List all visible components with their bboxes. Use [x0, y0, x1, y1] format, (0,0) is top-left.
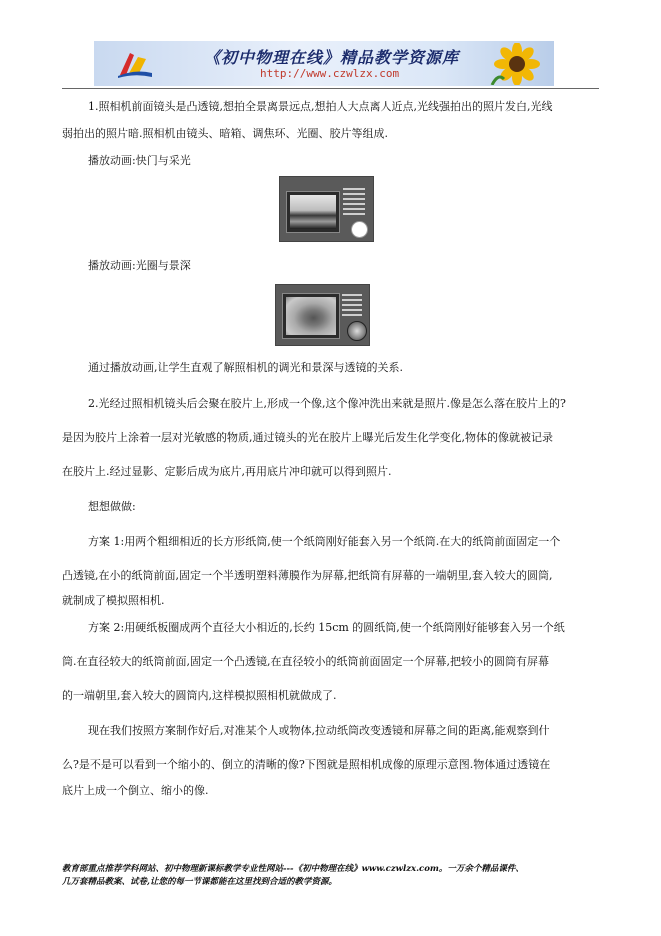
page-footer	[62, 863, 602, 889]
header-banner	[94, 41, 554, 86]
site-url[interactable]: http://www.czwlzx.com	[260, 67, 400, 80]
aperture-photo-frame	[282, 293, 340, 339]
paragraph-2: 通过播放动画,让学生直观了解照相机的调光和景深与透镜的关系.	[88, 361, 403, 374]
scheme-1-line-2: 凸透镜,在小的纸筒前面,固定一个半透明塑料薄膜作为屏幕,把纸筒有屏幕的一端朝里,套入较大的圆筒,	[62, 569, 553, 582]
site-logo-icon	[116, 49, 154, 79]
site-title: 《初中物理在线》精品教学资源库	[204, 48, 460, 67]
animation-2-label: 播放动画:光圈与景深	[88, 259, 191, 272]
paragraph-4-line-3: 底片上成一个倒立、缩小的像.	[62, 784, 209, 797]
scheme-1-line-1: 方案 1:用两个粗细相近的长方形纸筒,使一个纸筒刚好能套入另一个纸筒.在大的纸筒前面固定一个	[88, 535, 561, 548]
scheme-2-line-2: 筒.在直径较大的纸筒前面,固定一个凸透镜,在直径较小的纸筒前面固定一个屏幕,把较小的圆筒有屏幕	[62, 655, 549, 668]
footer-line-1: 教育部重点推荐学科网站、初中物理新课标教学专业性网站---《初中物理在线》www.czwlzx.com。一万余个精品课件、	[62, 864, 524, 874]
scheme-2-line-1: 方案 2:用硬纸板圈成两个直径大小相近的,长约 15cm 的圆纸筒,使一个纸筒刚好能够套入另一个纸	[88, 621, 565, 634]
paragraph-4-line-1: 现在我们按照方案制作好后,对准某个人或物体,拉动纸筒改变透镜和屏幕之间的距离,能观察到什	[88, 724, 550, 737]
paragraph-4-line-2: 么?是不是可以看到一个缩小的、倒立的清晰的像?下图就是照相机成像的原理示意图.物体通过透镜在	[62, 758, 551, 771]
animation-aperture-thumbnail[interactable]	[275, 284, 370, 346]
shutter-photo-frame	[286, 191, 340, 233]
header-divider	[62, 88, 599, 89]
animal-photo	[286, 297, 336, 335]
paragraph-3-line-1: 2.光经过照相机镜头后会聚在胶片上,形成一个像,这个像冲洗出来就是照片.像是怎么落在胶片上的?	[88, 397, 566, 410]
scheme-2-line-3: 的一端朝里,套入较大的圆筒内,这样模拟照相机就做成了.	[62, 689, 337, 702]
scheme-1-line-3: 就制成了模拟照相机.	[62, 594, 165, 607]
aperture-dial[interactable]	[347, 321, 367, 341]
paragraph-3-line-3: 在胶片上.经过显影、定影后成为底片,再用底片冲印就可以得到照片.	[62, 465, 392, 478]
paragraph-1-line-2: 弱拍出的照片暗.照相机由镜头、暗箱、调焦环、光圈、胶片等组成.	[62, 127, 388, 140]
animation-shutter-thumbnail[interactable]	[279, 176, 374, 242]
landscape-photo	[290, 195, 336, 229]
paragraph-1-line-1: 1.照相机前面镜头是凸透镜,想拍全景离景远点,想拍人大点离人近点,光线强拍出的照片发白,光线	[88, 100, 553, 113]
footer-line-2: 几万套精品教案、试卷,让您的每一节课都能在这里找到合适的教学资源。	[62, 877, 337, 887]
sunflower-icon	[488, 43, 546, 85]
aperture-settings-panel	[342, 291, 362, 319]
play-button[interactable]	[351, 221, 368, 238]
paragraph-3-line-2: 是因为胶片上涂着一层对光敏感的物质,通过镜头的光在胶片上曝光后发生化学变化,物体的像就被记录	[62, 431, 553, 444]
animation-1-label: 播放动画:快门与采光	[88, 154, 191, 167]
shutter-settings-panel	[343, 185, 365, 218]
think-and-do-heading: 想想做做:	[88, 500, 136, 513]
